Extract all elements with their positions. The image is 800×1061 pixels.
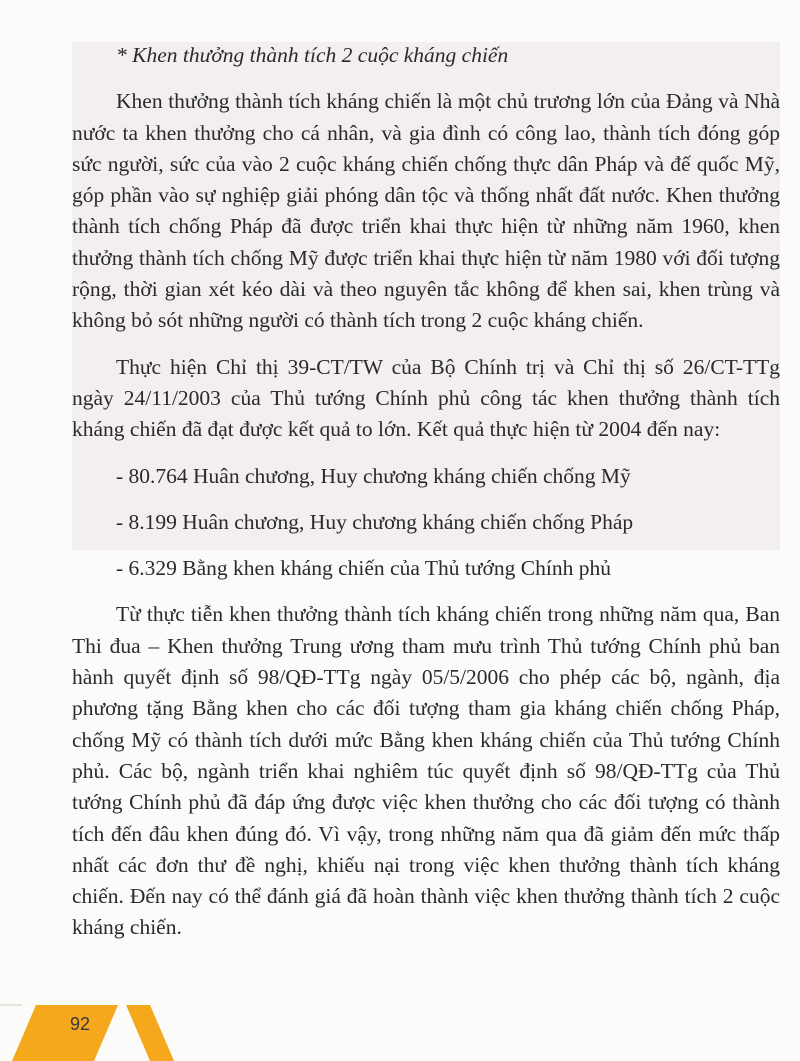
result-item-3: - 6.329 Bằng khen kháng chiến của Thủ tướng Chính phủ xyxy=(116,556,611,581)
page-number: 92 xyxy=(70,1014,91,1034)
section-heading: * Khen thưởng thành tích 2 cuộc kháng chiến xyxy=(116,43,509,67)
stripe-2 xyxy=(126,1005,174,1061)
article-body xyxy=(72,40,780,959)
paragraph-intro: Khen thưởng thành tích kháng chiến là một chủ trương lớn của Đảng và Nhà nước ta khen thưởng cho cá nhân, và gia đình có công lao, thành tích đóng góp sức người, sức của vào 2 cuộc kháng chiến chống thực dân Pháp và đế quốc Mỹ, góp phần vào sự nghiệp giải phóng dân tộc và thống nhất đất nước. Khen thưởng thành tích chống Pháp đã được triển khai thực hiện từ những năm 1960, khen thưởng thành tích chống Mỹ được triển khai thực hiện từ năm 1980 với đối tượng rộng, thời gian xét kéo dài và theo nguyên tắc không để khen sai, khen trùng và không bỏ sót những người có thành tích trong 2 cuộc kháng chiến. xyxy=(72,89,780,333)
paragraph-closing: Từ thực tiễn khen thưởng thành tích kháng chiến trong những năm qua, Ban Thi đua – Khen thưởng Trung ương tham mưu trình Thủ tướng Chính phủ ban hành quyết định số 98/QĐ-TTg ngày 05/5/2006 cho phép các bộ, ngành, địa phương tặng Bằng khen cho các đối tượng tham gia kháng chiến chống Pháp, chống Mỹ có thành tích dưới mức Bằng khen kháng chiến của Thủ tướng Chính phủ. Các bộ, ngành triển khai nghiêm túc quyết định số 98/QĐ-TTg của Thủ tướng Chính phủ đã đáp ứng được việc khen thưởng cho các đối tượng có thành tích đến đâu khen đúng đó. Vì vậy, trong những năm qua đã giảm đến mức thấp nhất các đơn thư đề nghị, khiếu nại trong việc khen thưởng thành tích kháng chiến. Đến nay có thể đánh giá đã hoàn thành việc khen thưởng thành tích 2 cuộc kháng chiến. xyxy=(72,602,780,940)
paragraph-results: Thực hiện Chỉ thị 39-CT/TW của Bộ Chính trị và Chỉ thị số 26/CT-TTg ngày 24/11/2003 của Thủ tướng Chính phủ công tác khen thưởng thành tích kháng chiến đã đạt được kết quả to lớn. Kết quả thực hiện từ 2004 đến nay: xyxy=(72,354,780,442)
footer-stripes-decoration xyxy=(0,985,200,1061)
result-item-2: - 8.199 Huân chương, Huy chương kháng chiến chống Pháp xyxy=(116,509,634,534)
stripe-1 xyxy=(12,1005,118,1061)
result-item-1: - 80.764 Huân chương, Huy chương kháng chiến chống Mỹ xyxy=(116,463,631,488)
